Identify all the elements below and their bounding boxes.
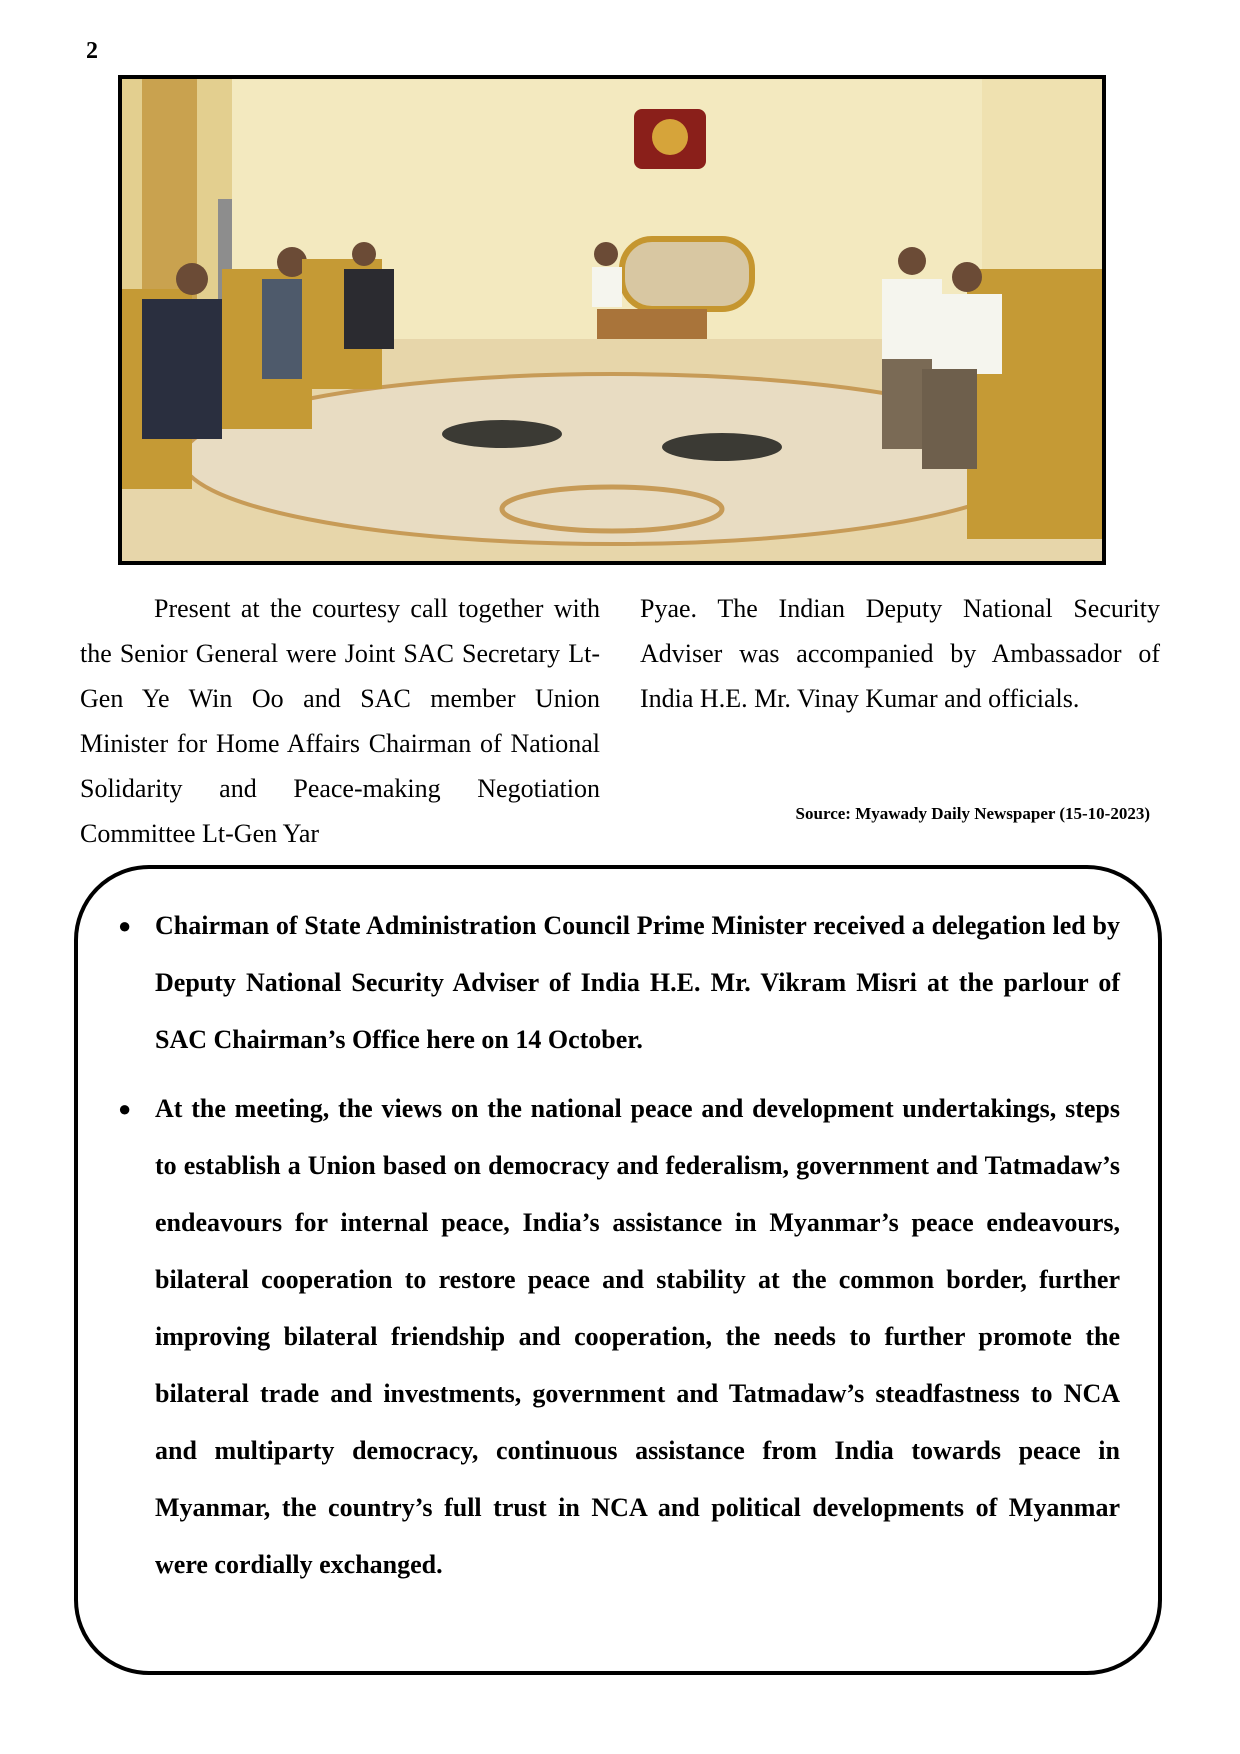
summary-item xyxy=(78,1080,1158,1593)
summary-item-text: At the meeting, the views on the national peace and development undertakings, steps to establish a Union based on democracy and federalism, government and Tatmadaw’s endeavours for internal peace, India’s assistance in Myanmar’s peace endeavours, bilateral cooperation to restore peace and stability at the common border, further improving bilateral friendship and cooperation, the needs to further promote the bilateral trade and investments, government and Tatmadaw’s steadfastness to NCA and multiparty democracy, continuous assistance from India towards peace in Myanmar, the country’s full trust in NCA and political developments of Myanmar were cordially exchanged. xyxy=(155,1094,1120,1579)
article-right-text: Pyae. The Indian Deputy National Security Adviser was accompanied by Ambassador of India H.E. Mr. Vinay Kumar and officials. xyxy=(640,594,1160,713)
summary-box xyxy=(74,865,1162,1675)
summary-list xyxy=(78,897,1158,1593)
page-number: 2 xyxy=(86,38,98,64)
summary-item xyxy=(78,897,1158,1068)
photo-icon xyxy=(122,79,1102,561)
article-right-column xyxy=(640,586,1160,721)
source-citation: Source: Myawady Daily Newspaper (15-10-2023) xyxy=(795,804,1150,823)
bullet-icon: ● xyxy=(118,913,132,938)
summary-item-text: Chairman of State Administration Council Prime Minister received a delegation led by Deputy National Security Adviser of India H.E. Mr. Vikram Misri at the parlour of SAC Chairman’s Office here on 14 October. xyxy=(155,911,1120,1054)
article-left-text: Present at the courtesy call together with the Senior General were Joint SAC Secretary Lt-Gen Ye Win Oo and SAC member Union Minister for Home Affairs Chairman of National Solidarity and Peace-making Negotiation Committee Lt-Gen Yar xyxy=(80,594,600,848)
article-left-column xyxy=(80,586,600,856)
bullet-icon: ● xyxy=(118,1096,132,1121)
meeting-photo xyxy=(118,75,1106,565)
